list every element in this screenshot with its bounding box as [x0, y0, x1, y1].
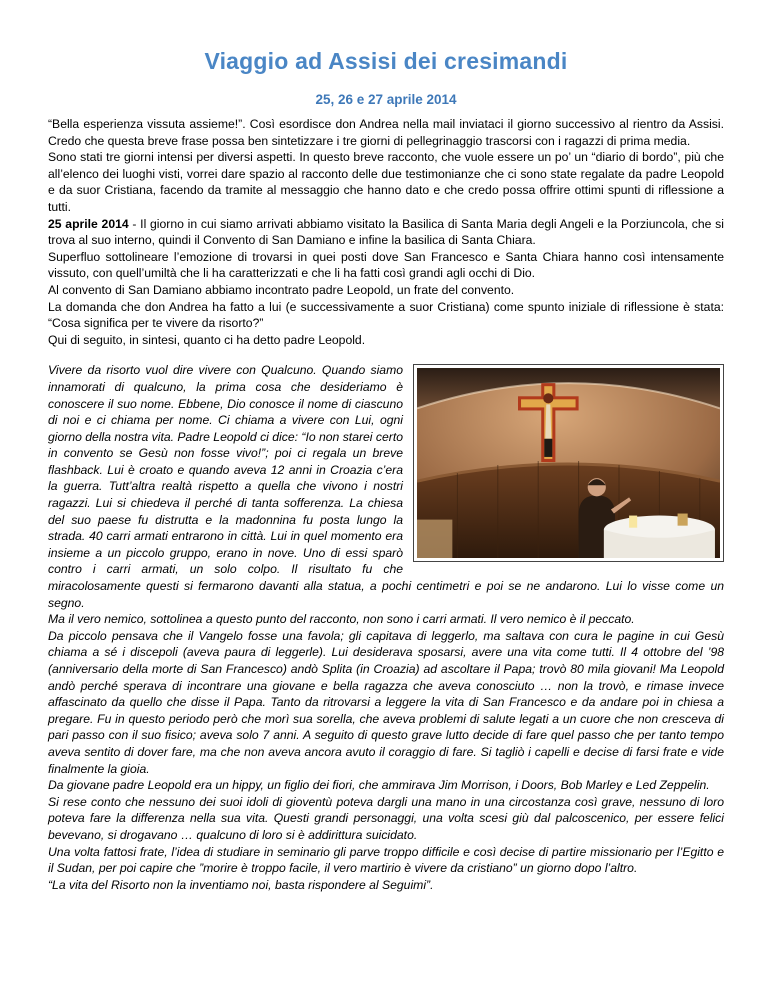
testimony-paragraph-5: Si rese conto che nessuno dei suoi idoli di gioventù poteva dargli una mano in una circostanza così grave, nessuno di loro poteva fare la differenza nella sua vita. Questi grandi personaggi, una volta scesi giù dal palcoscenico, per essere felici bevevano, si drogavano … qualcuno di loro si è addirittura suicidato.: [48, 794, 724, 842]
intro-paragraph-1: “Bella esperienza vissuta assieme!”. Così esordisce don Andrea nella mail inviataci il giorno successivo al rientro da Assisi. Credo che questa breve frase possa ben sintetizzare i tre giorni di pellegrinaggio trascorsi con i ragazzi di prima media.: [48, 117, 724, 148]
body-paragraph-2: Al convento di San Damiano abbiamo incontrato padre Leopold, un frate del convento.: [48, 282, 515, 297]
intro-paragraph-2: Sono stati tre giorni intensi per diversi aspetti. In questo breve racconto, che vuole essere un po’ un “diario di bordo”, più che all’elenco dei luoghi visti, vorrei dare spazio al racconto delle due testimonianze che ci sono state regalate da padre Leopold e da suor Cristiana, facendo da tramite al messaggio che hanno dato e che credo possa offrire ottimi spunti di riflessione a tutti.: [48, 150, 724, 214]
testimony-paragraph-7: “La vita del Risorto non la inventiamo noi, basta rispondere al Seguimi”.: [48, 877, 434, 892]
day-text: - Il giorno in cui siamo arrivati abbiamo visitato la Basilica di Santa Maria degli Angeli e la Porziuncola, che si trova al suo interno, quindi il Convento di San Damiano e infine la basilica di Santa Chiara.: [48, 216, 724, 248]
testimony-paragraph-2: Ma il vero nemico, sottolinea a questo punto del racconto, non sono i carri armati. Il vero nemico è il peccato.: [48, 612, 635, 627]
testimony-paragraph-1: Vivere da risorto vuol dire vivere con Qualcuno. Quando siamo innamorati di qualcuno, la prima cosa che desideriamo è conoscere il suo nome. Ebbene, Dio conosce il nome di ciascuno di noi e ci chiama per nome. Ci chiama a vivere con Lui, ogni giorno della nostra vita. Padre Leopold ci dice: “Io non starei certo in convento se Gesù non fosse vivo!”; poi ci regala un breve flashback. Lui è croato e quando aveva 12 anni in Croazia c’era la guerra. Tutt’altra realtà rispetto a quella che vivono i nostri ragazzi. Lui si chiedeva il perché di tanta sofferenza. La chiesa del suo paese fu distrutta e la madonnina fu posta lungo la strada. 40 carri armati entrarono in città. Lui in quel momento era insieme a un piccolo gruppo, erano in nove. Uno di essi sparò contro i carri armati, un solo colpo. Il risultato fu che miracolosamente questi si fermarono davanti alla statua, a pochi centimetri e poi se ne andarono. Lui lo visse come un segno.: [48, 363, 724, 610]
testimony-paragraph-3: Da piccolo pensava che il Vangelo fosse una favola; gli capitava di leggerlo, ma saltava con cura le pagine in cui Gesù chiama a sé i discepoli (aveva paura di leggerle). Lui desiderava sposarsi, avere una vita come tutti. Il 4 ottobre del ’98 (anniversario della morte di San Francesco) andò Splita (in Croazia) ad ascoltare il Papa; trovò 80 mila giovani! Ma Leopold andò perché sperava di incontrare una giovane e bella ragazza che aveva conosciuto … non la trovò, e rimase invece affascinato da quello che disse il Papa. Tanto da ritrovarsi a leggere la vita di San Francesco e da andare poi in chiesa a pregare. Fu in questo periodo però che morì sua sorella, che aveva problemi di salute legati a un cuore che non cresceva di pari passo con il suo fisico; aveva solo 7 anni. A seguito di questo grave lutto decide di fare quel passo che per tanto tempo aveva sentito di dover fare, ma che non aveva ancora avuto il coraggio di fare. Si tagliò i capelli e decise di farsi frate e vide finalmente la gioia.: [48, 628, 724, 776]
testimony-paragraph-6: Una volta fattosi frate, l’idea di studiare in seminario gli parve troppo difficile e così decise di partire missionario per l’Egitto e il Sudan, per poi capire che ”morire è troppo facile, il vero martirio è vivere da cristiano” un giorno dopo l’altro.: [48, 844, 724, 876]
body-paragraph-1: Superfluo sottolineare l’emozione di trovarsi in quei posti dove San Francesco e Santa Chiara hanno così intensamente vissuto, con quell’umiltà che li ha caratterizzati e che li ha fatti così grandi agli occhi di Dio.: [48, 249, 724, 281]
day-paragraph: [48, 216, 724, 249]
document-page: [48, 40, 724, 893]
chapel-photo: [417, 368, 720, 558]
page-subtitle-dates: 25, 26 e 27 aprile 2014: [315, 92, 457, 107]
body-paragraph-4: Qui di seguito, in sintesi, quanto ci ha detto padre Leopold.: [48, 332, 366, 347]
photo-frame: [413, 364, 724, 562]
testimony-paragraph-4: Da giovane padre Leopold era un hippy, un figlio dei fiori, che ammirava Jim Morrison, i Doors, Bob Marley e Led Zeppelin.: [48, 778, 710, 793]
day-label: 25 aprile 2014: [48, 216, 129, 231]
page-title: Viaggio ad Assisi dei cresimandi: [204, 48, 568, 74]
body-paragraph-3: La domanda che don Andrea ha fatto a lui (e successivamente a suor Cristiana) come spunto iniziale di riflessione è stata: “Cosa significa per te vivere da risorto?”: [48, 299, 724, 331]
